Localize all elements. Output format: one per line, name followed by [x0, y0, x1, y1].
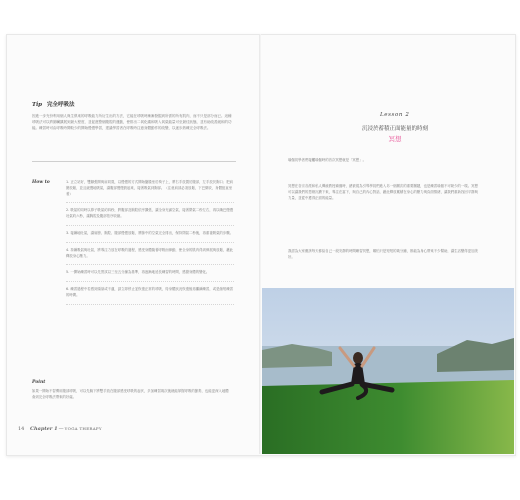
chapter-separator: — [58, 426, 64, 432]
howto-step: 6. 練習過程中若感到頭暈或不適，請立即停止並恢復正常的呼吸，待身體狀況恢復後再繼續練習，或是縮短練習的時間。 [66, 287, 234, 305]
section-divider [32, 161, 236, 162]
howto-step: 4. 持續吸氣與吐氣，將專注力放在呼吸的過程，感受身體隨著呼吸而律動，使全身的肌肉得到伸展與放鬆，藉此釋放身心壓力。 [66, 248, 234, 266]
tip-heading [32, 100, 74, 108]
lesson-subtitle: 冥想 [388, 135, 402, 143]
yoga-photo [262, 288, 514, 454]
book-gutter [259, 34, 261, 454]
howto-step: 5. 一開始練習時可以先嘗試以三至五分鐘為基準，再逐漸地延長練習的時間，感覺身體的變化。 [66, 270, 234, 282]
point-body: 如果一開始不習慣用腹部呼吸，可以先躺下將雙手放在腹部感受呼吸的起伏，多加練習幾次後就能掌握呼吸的節奏，也能更深入地體會到完全呼吸法帶來的好處。 [32, 389, 229, 399]
page-footer [18, 426, 102, 432]
tip-title: 完全呼吸法 [46, 102, 75, 108]
tip-body: 因進一步充份利用個人與生俱來的呼吸能力所衍生出的方法，它能在呼吸時漸漸發掘到所需的所有肌肉，而不只是部分而已。這種呼吸法可以將肺臟擴展到最大程度，並促進整個腹腔的運動，使排出二氧化碳和吸入氧氣能量可至最佳狀態，並有助改善緩和的功能。練習時可由呼吸時間較少的開始慢慢學習，建議學習者在呼吸時注意身體動作的改變，以逐步熟練完全呼吸法。 [32, 114, 232, 130]
lesson-label: Lesson 2 [380, 112, 410, 118]
lesson-paragraph: 我認為大家應該每天都給自己一段安靜的時間練習冥想，哪怕只是短短的幾分鐘，都能為身心帶來不少幫助，讓生活變得更加美好。 [288, 249, 478, 259]
lesson-paragraph: 瑜伽初學者們接觸瑜伽時的首次冥想就是「冥想」。 [288, 158, 366, 162]
lesson-paragraph: 冥想在各宗各派和私人傳統教授瑜伽時，總被視為引導學員們進入另一個層次的重要關鍵，也是練習瑜伽不可缺少的一環。冥想可以讓我們的思緒沉澱下來，專注在當下，與自己的內心對話，藉此釋放累積在身心的壓力與負面情緒，讓我們重新找回平靜與力量，並從中獲得正面的能量。 [288, 184, 478, 200]
chapter-label: Chapter 1 [29, 426, 58, 432]
howto-steps [66, 180, 234, 310]
page-number: 14 [18, 426, 25, 432]
howto-label: How to [32, 180, 50, 185]
chapter-topic: YOGA THERAPY [64, 426, 102, 431]
howto-step: 3. 接續地吐氣，讓肩膀、胸腔、腹部慢慢放鬆，將肺中的空氣完全排出，保持閉氣二秒後，再重複吸氣的步驟。 [66, 231, 234, 243]
tip-tag: Tip [32, 102, 43, 108]
point-label: Point [32, 380, 46, 385]
yoga-photo-illustration [262, 288, 514, 454]
lesson-title: 沉浸於蓄積正面能量的時刻 [361, 126, 428, 132]
howto-step: 1. 正立站好，雙腳張開與肩同寬，以慢慢的方式開始盤膝坐於椅子上，將右手放置於腹部，左手放於胸口；把肩膀放鬆，並且緩慢地吸氣，讓腹部慢慢鼓起來，接著吸氣到胸部。（注意肩部必須放鬆，下巴微收，身體挺直坐著） [66, 180, 234, 203]
howto-step: 2. 吸氣的同時以鼻子吸氣約四秒，將腹部及胸腔依序擴張，讓全身充滿空氣，接著閉氣二秒左右，再以嘴巴慢慢吐氣約六秒，讓胸腔及腹部依序收縮。 [66, 208, 234, 226]
